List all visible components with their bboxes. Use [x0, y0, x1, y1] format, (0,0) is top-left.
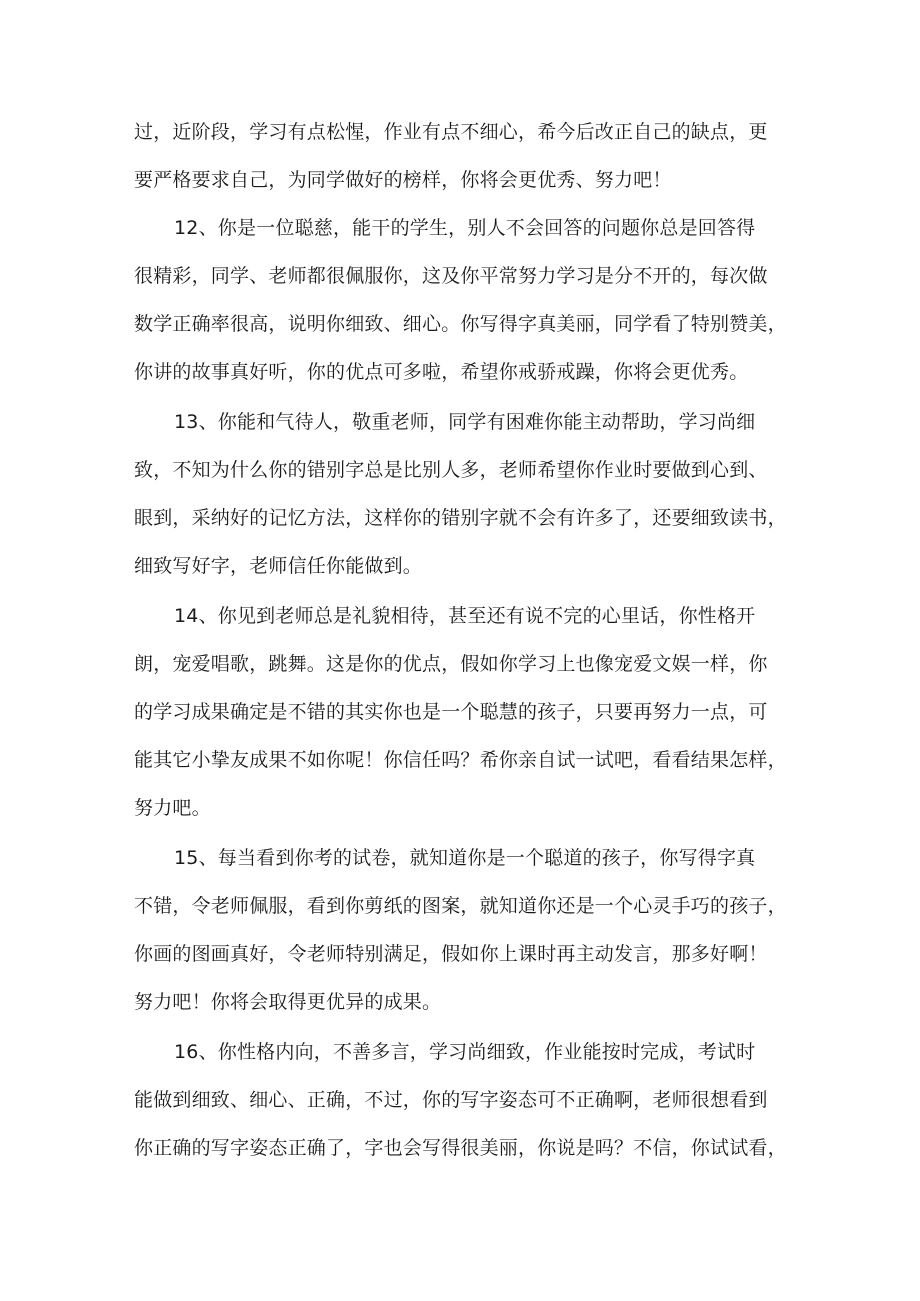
text-line: 努力吧！你将会取得更优异的成果。	[134, 991, 442, 1013]
text-line: 很精彩，同学、老师都很佩服你，这及你平常努力学习是分不开的，每次做	[134, 265, 768, 287]
text-line: 16、你性格内向，不善多言，学习尚细致，作业能按时完成，考试时	[174, 1041, 756, 1063]
text-line: 能其它小挚友成果不如你呢！你信任吗？希你亲自试一试吧，看看结果怎样，	[134, 749, 787, 771]
text-line: 努力吧。	[134, 797, 211, 819]
text-line: 过，近阶段，学习有点松惺，作业有点不细心，希今后改正自己的缺点，更	[134, 121, 768, 143]
text-line: 你画的图画真好，令老师特别满足，假如你上课时再主动发言，那多好啊！	[134, 943, 768, 965]
text-line: 13、你能和气待人，敬重老师，同学有困难你能主动帮助，学习尚细	[174, 411, 756, 433]
text-line: 朗，宠爱唱歌，跳舞。这是你的优点，假如你学习上也像宠爱文娱一样，你	[134, 653, 768, 675]
text-line: 的学习成果确定是不错的其实你也是一个聪慧的孩子，只要再努力一点，可	[134, 701, 768, 723]
text-line: 15、每当看到你考的试卷，就知道你是一个聪道的孩子，你写得字真	[174, 847, 756, 869]
paragraph-comment-14	[134, 592, 794, 832]
text-line: 要严格要求自己，为同学做好的榜样，你将会更优秀、努力吧！	[134, 169, 672, 191]
paragraph-comment-15	[134, 834, 794, 1026]
text-line: 细致写好字，老师信任你能做到。	[134, 555, 423, 577]
text-line: 你正确的写字姿态正确了，字也会写得很美丽，你说是吗？不信，你试试看，	[134, 1137, 787, 1159]
text-line: 12、你是一位聪慈，能干的学生，别人不会回答的问题你总是回答得	[174, 217, 756, 239]
paragraph-comment-13	[134, 398, 794, 590]
text-line: 数学正确率很高，说明你细致、细心。你写得字真美丽，同学看了特别赞美，	[134, 313, 787, 335]
text-line: 你讲的故事真好听，你的优点可多啦，希望你戒骄戒躁，你将会更优秀。	[134, 361, 749, 383]
text-line: 眼到，采纳好的记忆方法，这样你的错别字就不会有许多了，还要细致读书，	[134, 507, 787, 529]
paragraph-comment-16	[134, 1028, 794, 1172]
text-line: 能做到细致、细心、正确，不过，你的写字姿态可不正确啊，老师很想看到	[134, 1089, 768, 1111]
paragraph-continuation	[134, 108, 794, 204]
text-line: 不错，令老师佩服，看到你剪纸的图案，就知道你还是一个心灵手巧的孩子，	[134, 895, 787, 917]
text-line: 致，不知为什么你的错别字总是比别人多，老师希望你作业时要做到心到、	[134, 459, 768, 481]
paragraph-comment-12	[134, 204, 794, 396]
text-line: 14、你见到老师总是礼貌相待，甚至还有说不完的心里话，你性格开	[174, 605, 756, 627]
